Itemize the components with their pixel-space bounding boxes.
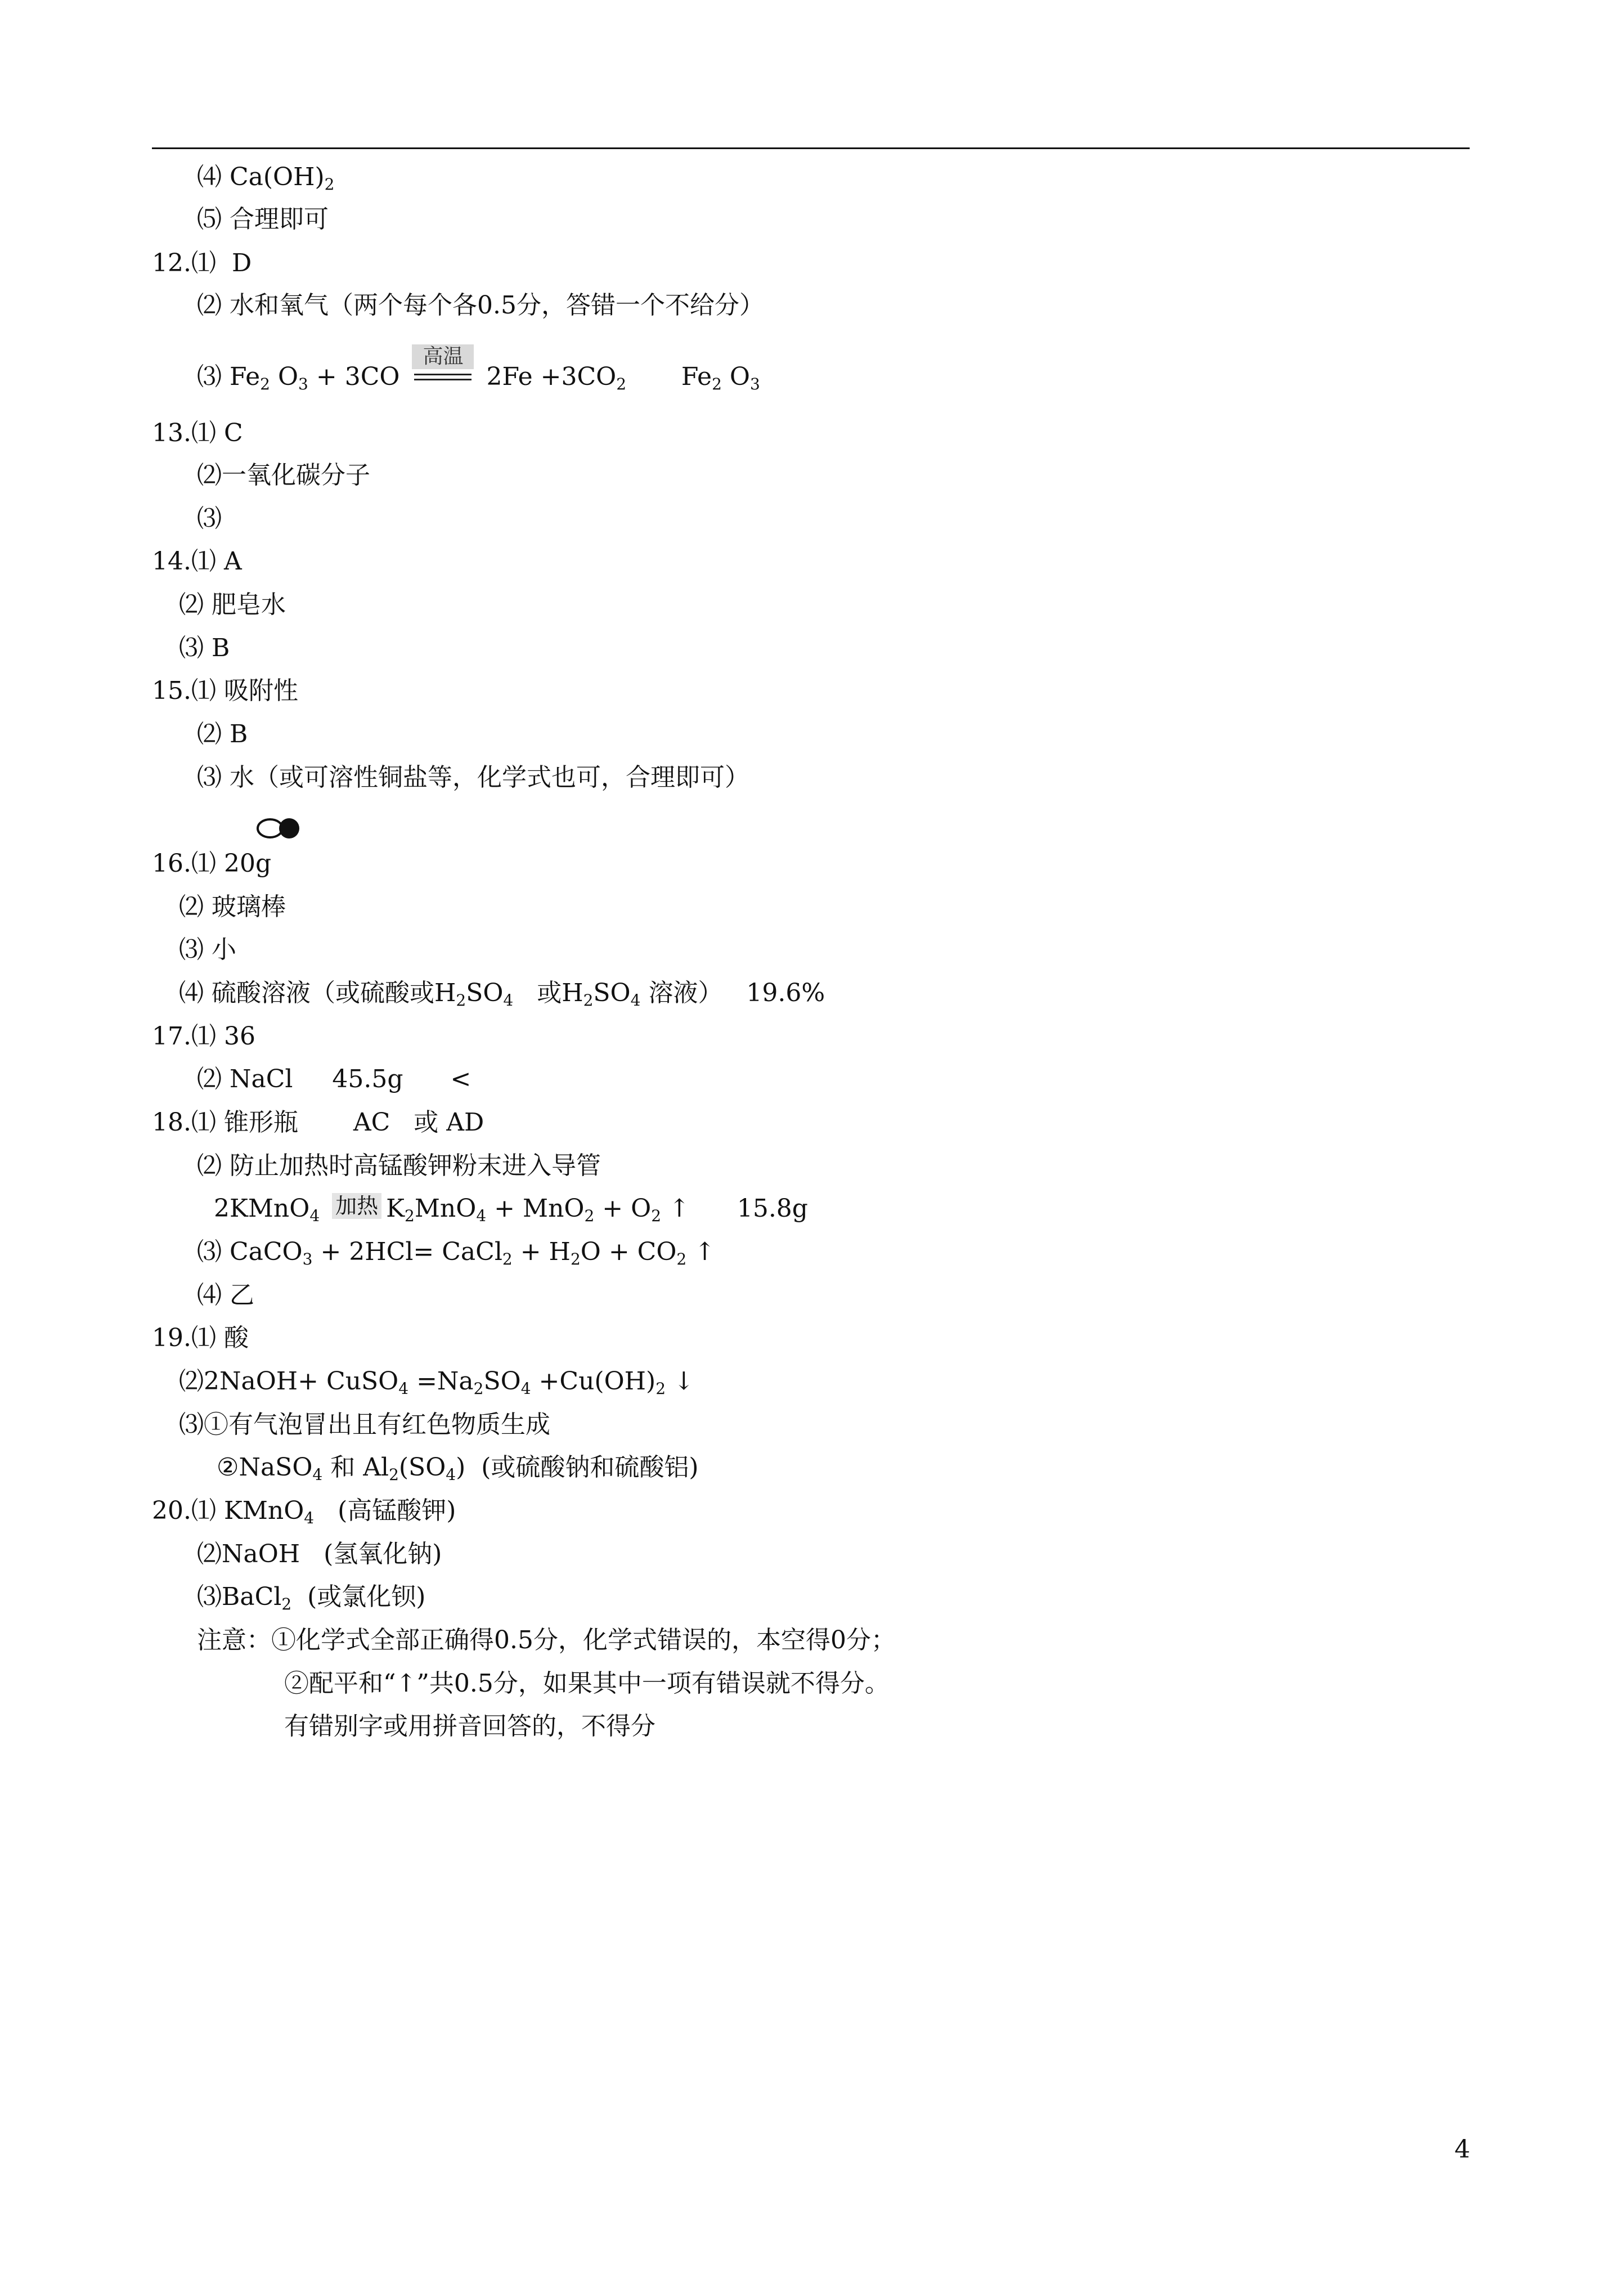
answer-17-1: 17.⑴ 36 bbox=[152, 1022, 255, 1051]
subscript: 2 bbox=[405, 1207, 415, 1225]
subscript: 2 bbox=[655, 1379, 666, 1398]
eq-part: + MnO bbox=[486, 1194, 585, 1223]
subscript: 2 bbox=[456, 991, 466, 1010]
answer-text: ) (或硫酸钠和硫酸铝) bbox=[456, 1453, 699, 1482]
answer-20-1 bbox=[152, 1494, 456, 1528]
answer-text: (高锰酸钾) bbox=[314, 1496, 456, 1525]
answer-19-3-b bbox=[217, 1451, 699, 1485]
answer-18-1: 18.⑴ 锥形瓶 AC 或 AD bbox=[152, 1108, 484, 1137]
subscript: 2 bbox=[260, 375, 270, 393]
answer-13-3: ⑶ bbox=[197, 504, 222, 533]
equals-bar bbox=[414, 379, 472, 380]
eq-part: MnO bbox=[414, 1194, 477, 1223]
answer-19-3: ⑶①有气泡冒出且有红色物质生成 bbox=[179, 1410, 550, 1439]
answer-20-2: ⑵NaOH (氢氧化钠) bbox=[197, 1540, 442, 1568]
answer-16-2: ⑵ 玻璃棒 bbox=[179, 893, 286, 921]
subscript: 3 bbox=[302, 1250, 313, 1268]
subscript: 2 bbox=[616, 375, 627, 393]
subscript: 4 bbox=[630, 991, 641, 1010]
scoring-note-2: ②配平和“↑”共0.5分，如果其中一项有错误就不得分。 bbox=[284, 1669, 890, 1698]
reaction-condition-arrow bbox=[412, 345, 474, 394]
subscript: 2 bbox=[324, 175, 335, 194]
answer-12-1: 12.⑴ D bbox=[152, 249, 252, 277]
answer-13-2: ⑵一氧化碳分子 bbox=[197, 461, 370, 490]
subscript: 4 bbox=[476, 1207, 487, 1225]
answer-text: 溶液） 19.6% bbox=[640, 979, 825, 1007]
subscript: 2 bbox=[502, 1250, 513, 1268]
answer-text: SO bbox=[466, 979, 504, 1007]
answer-11-5: ⑸ 合理即可 bbox=[197, 205, 329, 234]
eq-part: + H bbox=[512, 1237, 571, 1266]
eq-part: ⑵2NaOH+ CuSO bbox=[179, 1367, 399, 1396]
header-rule bbox=[152, 147, 1470, 149]
answer-12-3-equation bbox=[197, 345, 760, 394]
subscript: 2 bbox=[281, 1595, 292, 1613]
answer-15-3: ⑶ 水（或可溶性铜盐等，化学式也可，合理即可） bbox=[197, 763, 749, 792]
subscript: 4 bbox=[312, 1465, 323, 1484]
answer-16-4 bbox=[179, 976, 825, 1010]
scoring-note-1: 注意：①化学式全部正确得0.5分，化学式错误的，本空得0分； bbox=[197, 1626, 896, 1654]
answer-text: ⑷ Ca(OH) bbox=[197, 163, 325, 191]
subscript: 2 bbox=[676, 1250, 687, 1268]
answer-16-3: ⑶ 小 bbox=[179, 935, 236, 964]
subscript: 4 bbox=[520, 1379, 531, 1398]
eq-part: SO bbox=[483, 1367, 521, 1396]
eq-part: =Na bbox=[408, 1367, 474, 1396]
reaction-condition-label: 加热 bbox=[332, 1193, 381, 1219]
answer-18-equation bbox=[214, 1192, 808, 1226]
reaction-condition-label: 高温 bbox=[412, 344, 474, 369]
answer-18-4: ⑷ 乙 bbox=[197, 1281, 254, 1310]
subscript: 2 bbox=[583, 991, 594, 1010]
subscript: 4 bbox=[398, 1379, 409, 1398]
subscript: 2 bbox=[584, 1207, 595, 1225]
eq-part: ⑶ CaCO bbox=[197, 1237, 303, 1266]
eq-part: + O bbox=[594, 1194, 652, 1223]
answer-text: (SO bbox=[398, 1453, 446, 1482]
subscript: 2 bbox=[570, 1250, 581, 1268]
subscript: 4 bbox=[446, 1465, 456, 1484]
eq-part: O bbox=[721, 362, 750, 391]
subscript: 2 bbox=[473, 1379, 484, 1398]
eq-part: +Cu(OH) bbox=[531, 1367, 656, 1396]
answer-text: 和 Al bbox=[322, 1453, 389, 1482]
subscript: 3 bbox=[298, 375, 308, 393]
answer-19-1: 19.⑴ 酸 bbox=[152, 1324, 249, 1352]
subscript: 2 bbox=[651, 1207, 662, 1225]
answer-18-3 bbox=[197, 1235, 715, 1269]
eq-part: + 3CO bbox=[308, 362, 400, 391]
answer-14-1: 14.⑴ A bbox=[152, 547, 242, 576]
page-number: 4 bbox=[1454, 2135, 1470, 2164]
eq-part: + 2HCl= CaCl bbox=[312, 1237, 502, 1266]
molecule-model-icon bbox=[254, 817, 305, 840]
eq-part: Fe bbox=[626, 362, 712, 391]
black-atom bbox=[279, 818, 299, 838]
answer-text: (或氯化钡) bbox=[291, 1582, 426, 1611]
answer-text: SO bbox=[593, 979, 631, 1007]
answer-17-2: ⑵ NaCl 45.5g < bbox=[197, 1065, 472, 1093]
white-atom bbox=[258, 819, 282, 837]
eq-part: ↑ bbox=[686, 1237, 716, 1266]
answer-14-2: ⑵ 肥皂水 bbox=[179, 590, 286, 619]
answer-text: 20.⑴ KMnO bbox=[152, 1496, 304, 1525]
answer-13-1: 13.⑴ C bbox=[152, 419, 243, 447]
answer-text: 或H bbox=[513, 979, 583, 1007]
eq-part: O bbox=[270, 362, 299, 391]
subscript: 4 bbox=[304, 1509, 315, 1527]
answer-text: ⑷ 硫酸溶液（或硫酸或H bbox=[179, 979, 456, 1007]
subscript: 2 bbox=[712, 375, 722, 393]
answer-19-2 bbox=[179, 1365, 694, 1398]
scoring-note-3: 有错别字或用拼音回答的，不得分 bbox=[284, 1712, 655, 1741]
subscript: 3 bbox=[750, 375, 760, 393]
eq-part: K bbox=[386, 1194, 405, 1223]
answer-16-1: 16.⑴ 20g bbox=[152, 849, 272, 878]
answer-15-1: 15.⑴ 吸附性 bbox=[152, 676, 298, 705]
subscript: 4 bbox=[309, 1207, 320, 1225]
eq-part: ↓ bbox=[666, 1367, 694, 1396]
answer-15-2: ⑵ B bbox=[197, 720, 248, 748]
subscript: 4 bbox=[503, 991, 514, 1010]
eq-part: O + CO bbox=[580, 1237, 677, 1266]
answer-18-2: ⑵ 防止加热时高锰酸钾粉末进入导管 bbox=[197, 1151, 601, 1180]
answer-text: ②NaSO bbox=[217, 1453, 313, 1482]
equals-bar bbox=[414, 374, 472, 375]
answer-12-2: ⑵ 水和氧气（两个每个各0.5分，答错一个不给分） bbox=[197, 291, 764, 320]
answer-20-3 bbox=[197, 1580, 425, 1614]
subscript: 2 bbox=[389, 1465, 399, 1484]
eq-part: ↑ 15.8g bbox=[661, 1194, 808, 1223]
answer-text: ⑶BaCl bbox=[197, 1582, 282, 1611]
eq-part: ⑶ Fe bbox=[197, 362, 261, 391]
answer-14-3: ⑶ B bbox=[179, 634, 230, 662]
eq-part: 2KMnO bbox=[214, 1194, 310, 1223]
answer-11-4 bbox=[197, 160, 335, 194]
eq-part: 2Fe +3CO bbox=[486, 362, 617, 391]
